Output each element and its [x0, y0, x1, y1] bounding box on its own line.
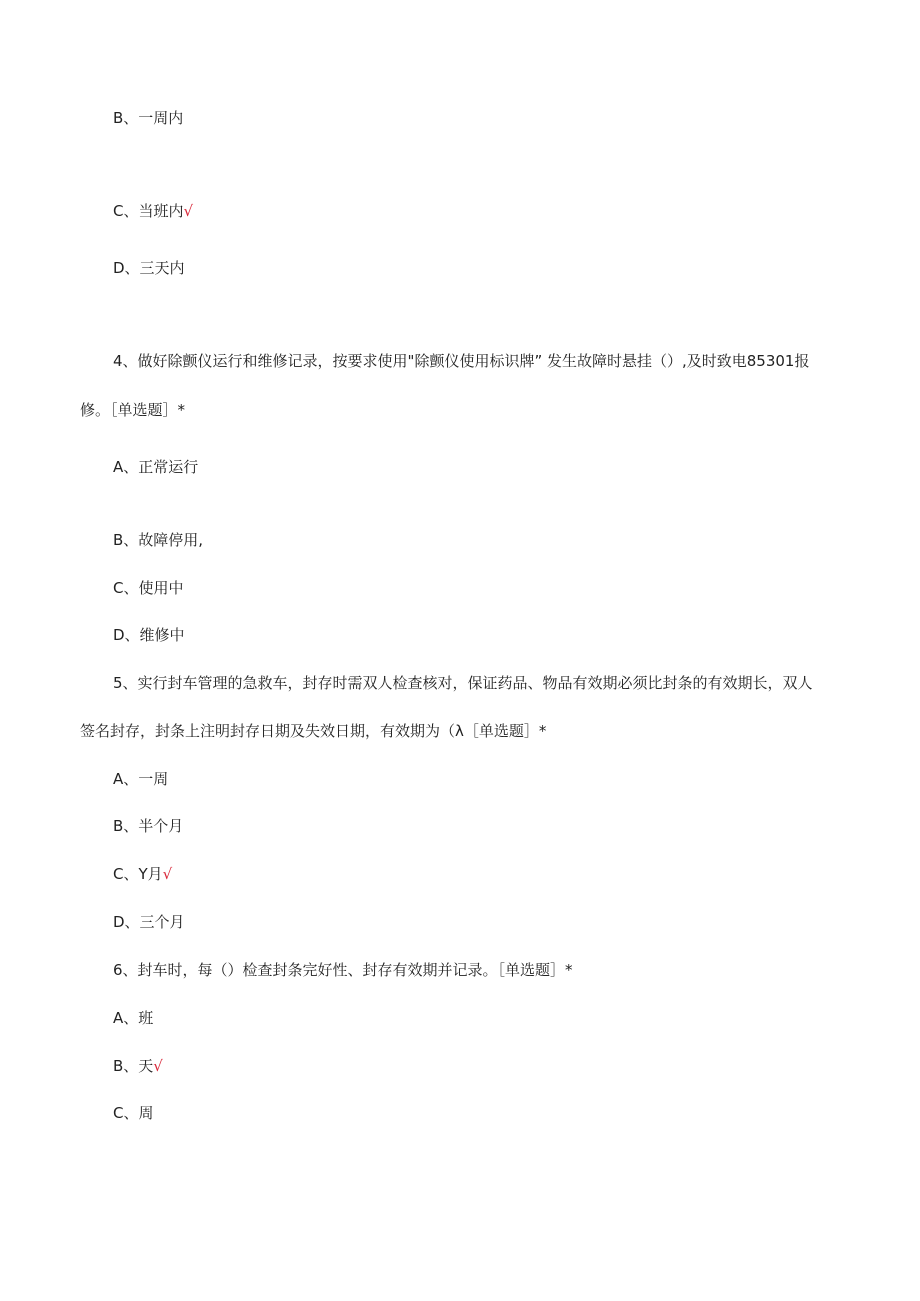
q6-option-c — [113, 1103, 153, 1123]
q6-option-a — [113, 1008, 153, 1028]
q5-stem-line1: 5、实行封车管理的急救车，封存时需双人检查核对，保证药品、物品有效期必须比封条的有效期长，双人 — [113, 674, 813, 692]
option-text: B、一周内 — [113, 109, 184, 127]
correct-check-mark: √ — [162, 865, 173, 883]
option-text: C、周 — [113, 1104, 154, 1122]
q4-option-d — [113, 625, 185, 645]
q5-option-b — [113, 816, 183, 836]
option-text: C、使用中 — [113, 579, 184, 597]
correct-check-mark: √ — [183, 202, 194, 220]
q4-option-c — [113, 578, 183, 598]
option-text: A、正常运行 — [113, 458, 199, 476]
q5-option-d — [113, 912, 185, 932]
option-text: D、三天内 — [113, 259, 185, 277]
q5-option-a — [113, 769, 168, 789]
option-text: C、当班内 — [113, 202, 184, 220]
q5-stem-line2: 签名封存，封条上注明封存日期及失效日期，有效期为（λ［单选题］* — [80, 722, 547, 740]
q4-stem-line1: 4、做好除颤仪运行和维修记录，按要求使用"除颤仪使用标识牌” 发生故障时悬挂（）,及时致电85301报 — [113, 352, 810, 370]
option-text: B、天 — [113, 1057, 154, 1075]
q3-option-d — [113, 258, 185, 278]
q5-option-c — [113, 864, 172, 884]
q4-option-b — [113, 530, 203, 550]
option-text: B、故障停用, — [113, 531, 204, 549]
q4-stem-line2: 修。［单选题］* — [80, 401, 186, 419]
option-text: D、维修中 — [113, 626, 185, 644]
option-text: C、Y月 — [113, 865, 163, 883]
q3-option-b — [113, 108, 183, 128]
option-text: D、三个月 — [113, 913, 185, 931]
q3-option-c — [113, 201, 193, 221]
q4-option-a — [113, 457, 198, 477]
q6-stem-line1: 6、封车时，每（）检查封条完好性、封存有效期并记录。［单选题］* — [113, 961, 573, 979]
option-text: A、班 — [113, 1009, 154, 1027]
correct-check-mark: √ — [153, 1057, 163, 1075]
option-text: B、半个月 — [113, 817, 184, 835]
q6-option-b — [113, 1056, 163, 1076]
option-text: A、一周 — [113, 770, 169, 788]
